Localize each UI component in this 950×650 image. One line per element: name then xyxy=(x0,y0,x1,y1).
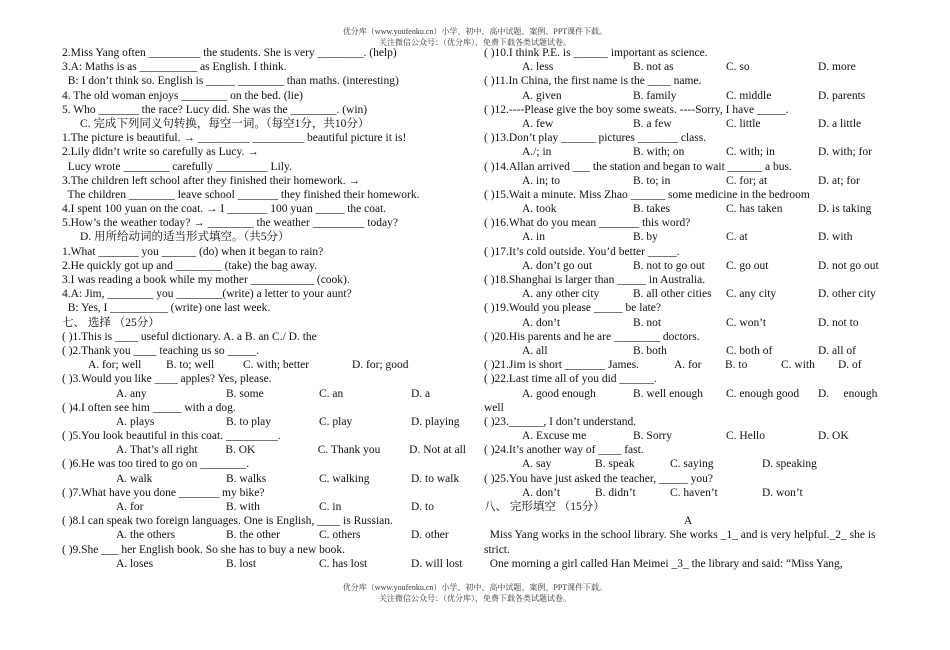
question-5: ( )5.You look beautiful in this coat. _________. xyxy=(62,430,281,443)
d-line: 4.A: Jim, ________ you ________(write) a letter to your aunt? xyxy=(62,288,352,301)
option[interactable]: B. all other cities xyxy=(633,288,712,301)
option[interactable]: A. the others xyxy=(116,529,176,542)
option[interactable]: C. little xyxy=(726,117,761,130)
question-11: ( )11.In China, the first name is the ____ name. xyxy=(484,75,702,88)
option[interactable]: C. saying xyxy=(670,458,714,471)
options-24 xyxy=(484,457,892,471)
option[interactable]: B. to play xyxy=(226,415,272,428)
question-1: ( )1.This is ____ useful dictionary. A. a B. an C./ D. the xyxy=(62,330,317,343)
option[interactable]: D. to xyxy=(411,501,434,513)
question-21-row xyxy=(484,358,892,372)
question-7: ( )7.What have you done _______ my bike? xyxy=(62,486,265,499)
question-16: ( )16.What do you mean _______ this word? xyxy=(484,217,691,230)
option[interactable]: A. any other city xyxy=(522,288,600,301)
option[interactable]: D. enough xyxy=(818,387,878,400)
option[interactable]: B. not to go out xyxy=(633,259,705,272)
option[interactable]: A. walk xyxy=(116,472,153,485)
question-2: ( )2.Thank you ____ teaching us so _____. xyxy=(62,344,260,357)
option[interactable]: C. has lost xyxy=(319,557,368,570)
option[interactable]: C. in xyxy=(319,501,342,513)
option[interactable]: D. speaking xyxy=(762,458,817,471)
option[interactable]: C. others xyxy=(319,529,361,542)
option[interactable]: B. some xyxy=(226,387,264,400)
c-line: Lucy wrote ________ carefully _________ Lily. xyxy=(62,160,292,173)
c-line: 1.The picture is beautiful. → _________ _________ beautiful picture it is! xyxy=(62,132,407,145)
option[interactable]: A. in xyxy=(522,231,545,244)
page-header xyxy=(0,26,950,48)
option[interactable]: D. with; for xyxy=(818,146,872,159)
option[interactable]: A. plays xyxy=(116,415,155,428)
option[interactable]: B. a few xyxy=(633,117,672,130)
option[interactable]: B. didn’t xyxy=(595,486,636,499)
option[interactable]: A. few xyxy=(522,117,554,130)
option[interactable]: C. an xyxy=(319,387,344,400)
passage-label: A xyxy=(683,515,693,528)
option[interactable]: B. not xyxy=(633,316,662,329)
b-line: 2.Miss Yang often _________ the students. She is very ________. (help) xyxy=(62,47,397,59)
option[interactable]: B. with; on xyxy=(633,146,685,159)
option[interactable]: D. other city xyxy=(818,288,876,301)
option[interactable]: B. family xyxy=(633,89,677,102)
c-line: 3.The children left school after they finished their homework. → xyxy=(62,174,360,187)
question-25: ( )25.You have just asked the teacher, _____ you? xyxy=(484,472,713,485)
option[interactable]: A. all xyxy=(522,344,548,357)
question-22-continuation: well xyxy=(484,401,504,414)
options-25 xyxy=(484,486,892,500)
option[interactable]: A. for xyxy=(674,359,702,372)
option[interactable]: C. with; in xyxy=(726,146,775,159)
options-20 xyxy=(484,344,892,358)
option[interactable]: C. with xyxy=(781,359,815,372)
b-line: 3.A: Maths is as __________ as English. I think. xyxy=(62,61,287,74)
option[interactable]: D. OK xyxy=(818,430,849,443)
option[interactable]: A. say xyxy=(522,458,552,471)
options-18 xyxy=(484,287,892,301)
c-line: 5.How’s the weather today? → ________ the weather _________ today? xyxy=(62,217,398,230)
question-12: ( )12.----Please give the boy some sweats. ----Sorry, I have _____. xyxy=(484,103,789,116)
option[interactable]: B. lost xyxy=(226,557,257,570)
options-19 xyxy=(484,316,892,330)
option[interactable]: D. more xyxy=(818,61,856,74)
options-14 xyxy=(484,174,892,188)
option[interactable]: C. walking xyxy=(319,472,370,485)
options-13 xyxy=(484,145,892,159)
option[interactable]: D. not go out xyxy=(818,259,879,272)
option[interactable]: D. all of xyxy=(818,344,857,357)
options-10 xyxy=(484,60,892,74)
question-20: ( )20.His parents and he are ________ doctors. xyxy=(484,330,700,343)
option[interactable]: C. play xyxy=(319,415,353,428)
option[interactable]: A. any xyxy=(116,387,147,400)
option[interactable]: D. other xyxy=(411,529,449,542)
options-12 xyxy=(484,117,892,131)
question-15: ( )15.Wait a minute. Miss Zhao ______ some medicine in the bedroom xyxy=(484,188,810,201)
section-c-title: C. 完成下列同义句转换，每空一词。（每空1分，共10分） xyxy=(80,117,370,130)
section-7-title: 七、 选择 （25分） xyxy=(62,316,160,329)
header-line-2: 关注微信公众号：（优分库），免费下载各类试题试卷。 xyxy=(379,38,571,47)
option[interactable]: D. won’t xyxy=(762,486,803,499)
c-line: The children ________ leave school _______ they finished their homework. xyxy=(62,188,420,201)
options-5 xyxy=(62,443,466,457)
option[interactable]: C. has taken xyxy=(726,203,783,216)
section-d-title: D. 用所给动词的适当形式填空。（共5分） xyxy=(80,231,290,244)
question-13: ( )13.Don’t play ______ pictures _______ class. xyxy=(484,132,707,145)
option[interactable]: C. for; at xyxy=(726,174,768,187)
option[interactable]: A. loses xyxy=(116,557,154,570)
option[interactable]: C. haven’t xyxy=(670,486,718,499)
option[interactable]: B. not as xyxy=(633,61,674,74)
option[interactable]: D. a xyxy=(411,387,431,400)
options-17 xyxy=(484,259,892,273)
option[interactable]: C. Thank you xyxy=(317,444,381,457)
d-line: 1.What _______ you ______ (do) when it began to rain? xyxy=(62,245,324,258)
option[interactable]: A. took xyxy=(522,203,557,216)
question-10: ( )10.I think P.E. is ______ important as science. xyxy=(484,47,708,59)
header-line-1: 优分库（www.youfenku.cn）小学、初中、高中试题、案例、PPT课件下载。 xyxy=(342,27,608,36)
option[interactable]: D. will lost xyxy=(411,557,463,570)
options-6 xyxy=(62,472,466,486)
c-line: 4.I spent 100 yuan on the coat. → I _______ 100 yuan _____ the coat. xyxy=(62,203,387,216)
option[interactable]: A. don’t xyxy=(522,316,561,329)
section-8-title: 八、 完形填空 （15分） xyxy=(484,501,605,513)
passage-paragraph: One morning a girl called Han Meimei _3_ the library and said: “Miss Yang, xyxy=(484,557,843,570)
option[interactable]: D. is taking xyxy=(818,203,872,216)
option[interactable]: C. Hello xyxy=(726,430,765,443)
option[interactable]: D. Not at all xyxy=(409,444,466,457)
b-line: B: I don’t think so. English is _____ ________ than maths. (interesting) xyxy=(62,75,399,88)
c-line: 2.Lily didn’t write so carefully as Lucy. → xyxy=(62,146,259,159)
option[interactable]: B. the other xyxy=(226,529,280,542)
option[interactable]: A. in; to xyxy=(522,174,561,187)
footer-line-1: 优分库（www.youfenku.cn）小学、初中、高中试题、案例、PPT课件下载。 xyxy=(342,583,608,592)
question-24: ( )24.It’s another way of ____ fast. xyxy=(484,444,644,457)
option[interactable]: B. well enough xyxy=(633,387,703,400)
question-23: ( )23.______, I don’t understand. xyxy=(484,415,637,428)
question-22: ( )22.Last time all of you did ______. xyxy=(484,373,657,386)
d-line: 3.I was reading a book while my mother ___________ (cook). xyxy=(62,274,350,286)
question-3: ( )3.Would you like ____ apples? Yes, please. xyxy=(62,373,272,386)
options-22 xyxy=(484,387,892,401)
option[interactable]: D. at; for xyxy=(818,174,860,187)
page-footer xyxy=(0,582,950,604)
option[interactable]: D. a little xyxy=(818,117,862,130)
options-3 xyxy=(62,387,466,401)
option[interactable]: A. for xyxy=(116,501,144,513)
option[interactable]: D. with xyxy=(818,231,853,244)
option[interactable]: C. so xyxy=(726,61,750,74)
option[interactable]: D. not to xyxy=(818,316,859,329)
option[interactable]: B. with xyxy=(226,501,260,513)
option[interactable]: B. to xyxy=(725,359,748,372)
d-line: B: Yes, I __________ (write) one last week. xyxy=(62,302,271,315)
options-11 xyxy=(484,89,892,103)
option[interactable]: A. Excuse me xyxy=(522,430,587,443)
option[interactable]: D. for; good xyxy=(352,359,409,372)
question-9: ( )9.She ___ her English book. So she has to buy a new book. xyxy=(62,543,345,556)
option[interactable]: B. walks xyxy=(226,472,267,485)
option[interactable]: C. go out xyxy=(726,259,769,272)
option[interactable]: C. with; better xyxy=(243,359,310,372)
option[interactable]: C. middle xyxy=(726,89,772,102)
question-19: ( )19.Would you please _____ be late? xyxy=(484,302,661,315)
passage-paragraph: Miss Yang works in the school library. She works _1_ and is very helpful._2_ she is strict. xyxy=(484,529,879,556)
options-15 xyxy=(484,202,892,216)
right-column xyxy=(484,46,892,571)
option[interactable]: A. don’t go out xyxy=(522,259,593,272)
options-23 xyxy=(484,429,892,443)
option[interactable]: D. playing xyxy=(411,415,460,428)
option[interactable]: A. for; well xyxy=(88,359,142,372)
option[interactable]: C. enough good xyxy=(726,387,800,400)
option[interactable]: A. That’s all right xyxy=(116,444,198,457)
question-21: ( )21.Jim is short _______ James. xyxy=(484,359,639,372)
option[interactable]: C. won’t xyxy=(726,316,767,329)
question-14: ( )14.Allan arrived ___ the station and began to wait ______ a bus. xyxy=(484,160,792,173)
question-4: ( )4.I often see him _____ with a dog. xyxy=(62,401,236,414)
options-8 xyxy=(62,528,466,542)
left-column xyxy=(62,46,466,571)
options-9 xyxy=(62,557,466,571)
question-17: ( )17.It’s cold outside. You’d better _____. xyxy=(484,245,680,258)
option[interactable]: C. any city xyxy=(726,288,777,301)
option[interactable]: B. both xyxy=(633,344,667,357)
option[interactable]: B. to; in xyxy=(633,174,671,187)
d-line: 2.He quickly got up and ________ (take) the bag away. xyxy=(62,259,318,272)
option[interactable]: A. given xyxy=(522,89,562,102)
option[interactable]: B. by xyxy=(633,231,658,244)
options-4 xyxy=(62,415,466,429)
options-2 xyxy=(62,358,466,372)
option[interactable]: B. to; well xyxy=(166,359,215,372)
option[interactable]: D. of xyxy=(838,359,862,372)
footer-line-2: 关注微信公众号：（优分库），免费下载各类试题试卷。 xyxy=(379,594,571,603)
b-line: 5. Who _______ the race? Lucy did. She was the ________. (win) xyxy=(62,103,368,116)
b-line: 4. The old woman enjoys ________ on the bed. (lie) xyxy=(62,89,303,102)
option[interactable]: D. parents xyxy=(818,89,866,102)
option[interactable]: B. OK xyxy=(225,444,256,457)
question-6: ( )6.He was too tired to go on ________. xyxy=(62,458,250,471)
option[interactable]: D. to walk xyxy=(411,472,460,485)
option[interactable]: A. don’t xyxy=(522,486,561,499)
option[interactable]: B. takes xyxy=(633,203,671,216)
option[interactable]: C. at xyxy=(726,231,748,244)
option[interactable]: A. good enough xyxy=(522,387,596,400)
options-7 xyxy=(62,500,466,514)
option[interactable]: B. Sorry xyxy=(633,430,672,443)
question-8: ( )8.I can speak two foreign languages. One is English, ____ is Russian. xyxy=(62,515,393,528)
option[interactable]: A. less xyxy=(522,61,554,74)
options-16 xyxy=(484,230,892,244)
option[interactable]: B. speak xyxy=(595,458,635,471)
option[interactable]: A./; in xyxy=(522,146,552,159)
question-18: ( )18.Shanghai is larger than _____ in Australia. xyxy=(484,274,706,286)
option[interactable]: C. both of xyxy=(726,344,773,357)
